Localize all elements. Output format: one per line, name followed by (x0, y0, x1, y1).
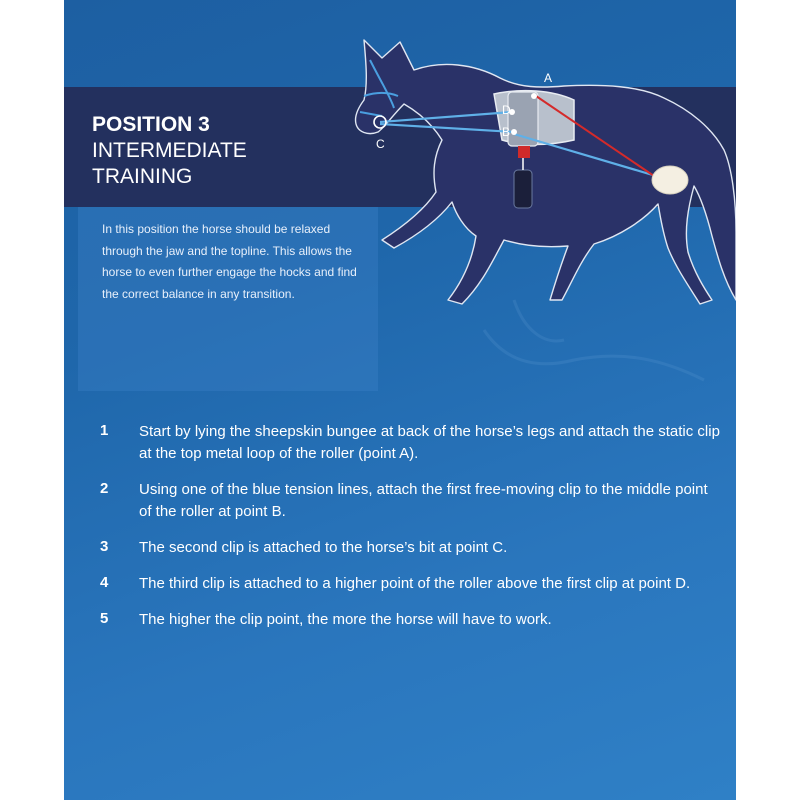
position-subtitle-line2: TRAINING (92, 165, 193, 188)
label-c: C (376, 137, 385, 151)
step-text: The higher the clip point, the more the horse will have to work. (139, 611, 552, 628)
step-item (100, 537, 720, 559)
step-number: 4 (100, 574, 109, 591)
step-text: The second clip is attached to the horse’s bit at point C. (139, 539, 508, 556)
step-item (100, 609, 720, 631)
step-text: Start by lying the sheepskin bungee at back of the horse’s legs and attach the static clip at the top metal loop of the roller (point A). (139, 423, 720, 462)
step-number: 5 (100, 610, 109, 627)
step-text: Using one of the blue tension lines, attach the first free-moving clip to the middle point of the roller at point B. (139, 481, 708, 520)
step-number: 2 (100, 480, 109, 497)
step-item (100, 573, 720, 595)
label-b: B (502, 125, 511, 139)
instruction-panel (64, 0, 736, 800)
label-a: A (544, 71, 553, 85)
position-subtitle-line1: INTERMEDIATE (92, 139, 247, 162)
step-item (100, 421, 720, 465)
step-text: The third clip is attached to a higher point of the roller above the first clip at point D. (139, 575, 691, 592)
intro-text: In this position the horse should be relaxed through the jaw and the topline. This allows the horse to even further engage the hocks and find the correct balance in any transition. (102, 222, 357, 301)
step-item (100, 479, 720, 523)
position-title: POSITION 3 (92, 113, 210, 136)
page-heading (92, 112, 247, 190)
step-number: 3 (100, 538, 109, 555)
steps-list (100, 421, 720, 645)
step-number: 1 (100, 422, 109, 439)
label-d: D (502, 103, 511, 117)
horse-diagram (64, 0, 736, 420)
